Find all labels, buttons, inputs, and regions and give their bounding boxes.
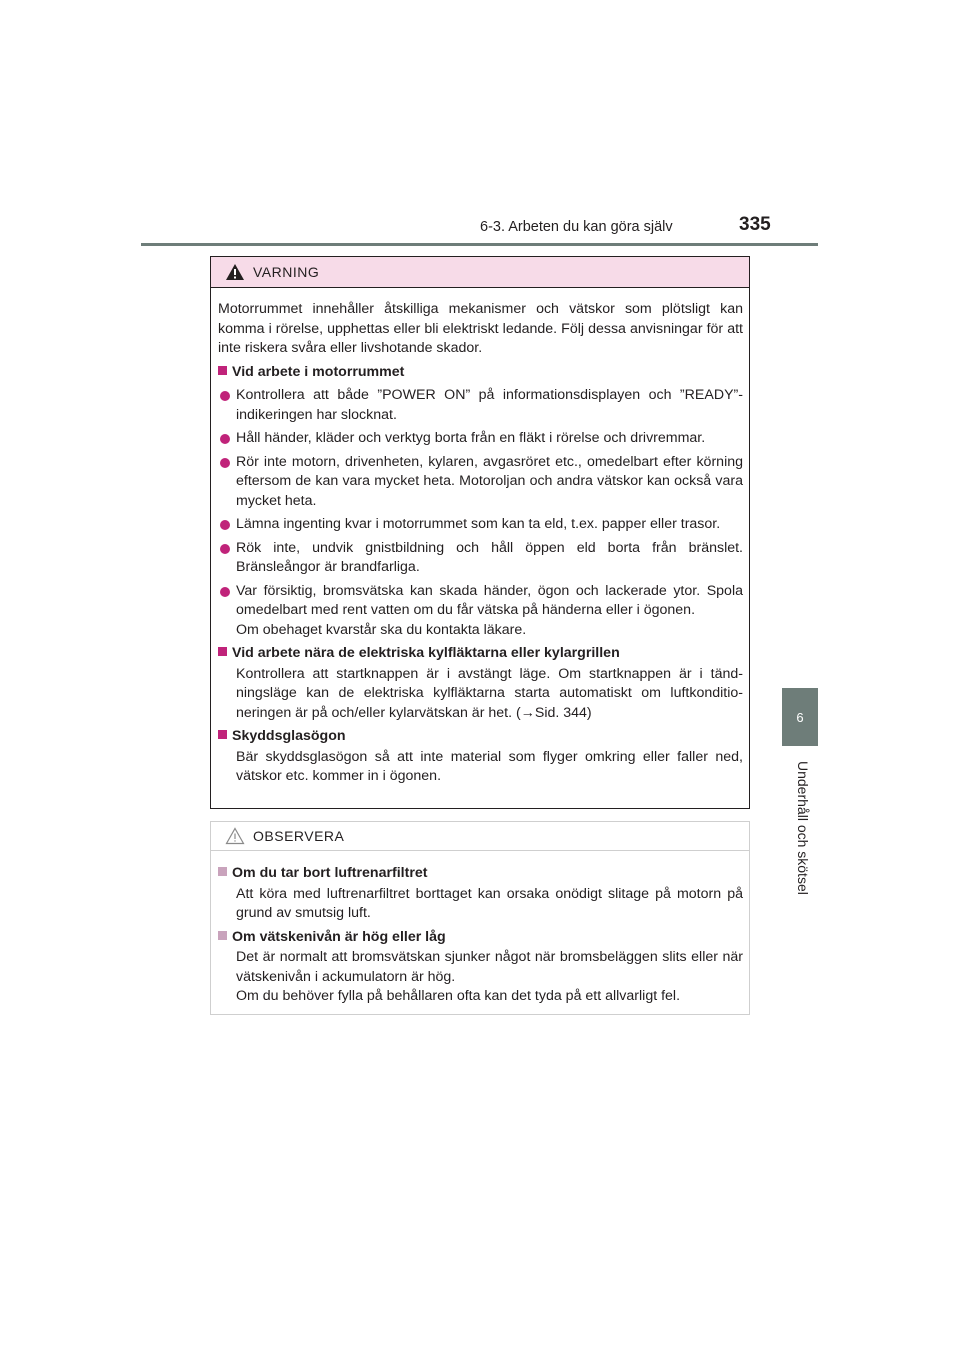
warning-section-goggles — [218, 727, 743, 787]
section-title — [218, 864, 743, 884]
section-title-text: Om vätskenivån är hög eller låg — [232, 928, 446, 945]
list-item-text: Rör inte motorn, drivenheten, kylaren, avgasröret etc., omedelbart efter körning eftersom de kan vara mycket heta. Motoroljan och andra vätskor kan också vara mycket heta. — [236, 453, 743, 509]
chapter-tab — [782, 688, 818, 746]
square-bullet-icon — [218, 730, 227, 739]
section-title-text: Vid arbete nära de elektriska kylfläktarna eller kylargrillen — [232, 645, 620, 661]
warning-title: VARNING — [253, 264, 320, 280]
section-title — [218, 644, 743, 664]
round-bullet-icon — [220, 434, 230, 444]
section-header: 6-3. Arbeten du kan göra själv — [480, 219, 673, 235]
section-text — [218, 948, 743, 1007]
notice-section-air-filter — [218, 864, 743, 924]
section-title — [218, 928, 743, 948]
header-divider — [141, 243, 818, 246]
section-title-text: Vid arbete i motorrummet — [232, 363, 405, 380]
chapter-label: Underhåll och skötsel — [795, 761, 811, 895]
section-text-extra: Om du behöver fylla på behållaren ofta kan det tyda på ett allvarligt fel. — [236, 988, 681, 1004]
list-item-text: Kontrollera att både ”POWER ON” på informationsdisplayen och ”READY”-indikeringen har slocknat. — [236, 387, 743, 423]
section-title — [218, 363, 743, 383]
section-title — [218, 727, 743, 747]
warning-section-engine — [218, 363, 743, 641]
notice-title: OBSERVERA — [253, 828, 345, 844]
section-text-main: Det är normalt att bromsvätskan sjunker något när bromsbeläggen slits eller när vätskenivån i ackumulatorn är hög. — [236, 949, 743, 985]
notice-box — [210, 821, 750, 1015]
list-item — [218, 386, 743, 425]
section-text: Kontrollera att startknappen är i avstängt läge. Om startknappen är i tänd-ningsläge kan de elektriska kylfläktarna starta automatiskt om luftkonditio-neringen är på och/eller kylarvätskan är het. (→Sid. 344) — [236, 665, 743, 721]
round-bullet-icon — [220, 544, 230, 554]
section-title-text: Om du tar bort luftrenarfiltret — [232, 865, 428, 881]
round-bullet-icon — [220, 587, 230, 597]
page-number: 335 — [739, 214, 771, 235]
chapter-number: 6 — [796, 709, 804, 725]
list-item — [218, 515, 743, 535]
section-text: Att köra med luftrenarfiltret borttaget kan orsaka onödigt slitage på motorn på grund av smutsig luft. — [236, 885, 743, 921]
list-item-text: Håll händer, kläder och verktyg borta från en fläkt i rörelse och drivremmar. — [236, 430, 706, 446]
square-bullet-icon — [218, 366, 227, 375]
warning-box — [210, 256, 750, 809]
list-item-text: Lämna ingenting kvar i motorrummet som kan ta eld, t.ex. papper eller trasor. — [236, 516, 721, 532]
notice-body — [211, 851, 749, 1007]
list-item — [218, 582, 743, 641]
notice-header — [211, 822, 749, 851]
round-bullet-icon — [220, 391, 230, 401]
warning-intro: Motorrummet innehåller åtskilliga mekanismer och vätskor som plötsligt kan komma i rörelse, upphettas eller bli elektriskt ledande. Följ dessa anvisningar för att inte riskera svåra eller livshotande skador. — [218, 301, 743, 356]
caution-icon — [225, 827, 245, 845]
round-bullet-icon — [220, 458, 230, 468]
square-bullet-icon — [218, 867, 227, 876]
section-title-text: Skyddsglasögon — [232, 728, 346, 744]
square-bullet-icon — [218, 647, 227, 656]
list-item-text: Var försiktig, bromsvätska kan skada händer, ögon och lackerade ytor. Spola omedelbart med rent vatten om du får vätska på händerna eller i ögonen. — [236, 582, 743, 618]
notice-section-fluid-level — [218, 928, 743, 1007]
square-bullet-icon — [218, 931, 227, 940]
warning-icon — [225, 263, 245, 281]
round-bullet-icon — [220, 520, 230, 530]
warning-header — [211, 257, 749, 288]
list-item — [218, 429, 743, 449]
warning-body — [211, 288, 749, 787]
warning-section-cooling-fans — [218, 644, 743, 723]
list-item — [218, 453, 743, 512]
list-item-text: Rök inte, undvik gnistbildning och håll öppen eld borta från bränslet. Bränsleångor är brandfarliga. — [236, 539, 743, 575]
section-text: Bär skyddsglasögon så att inte material som flyger omkring eller faller ned, vätskor etc. kommer in i ögonen. — [236, 748, 743, 784]
list-item-extra: Om obehaget kvarstår ska du kontakta läkare. — [236, 621, 527, 638]
list-item — [218, 539, 743, 578]
